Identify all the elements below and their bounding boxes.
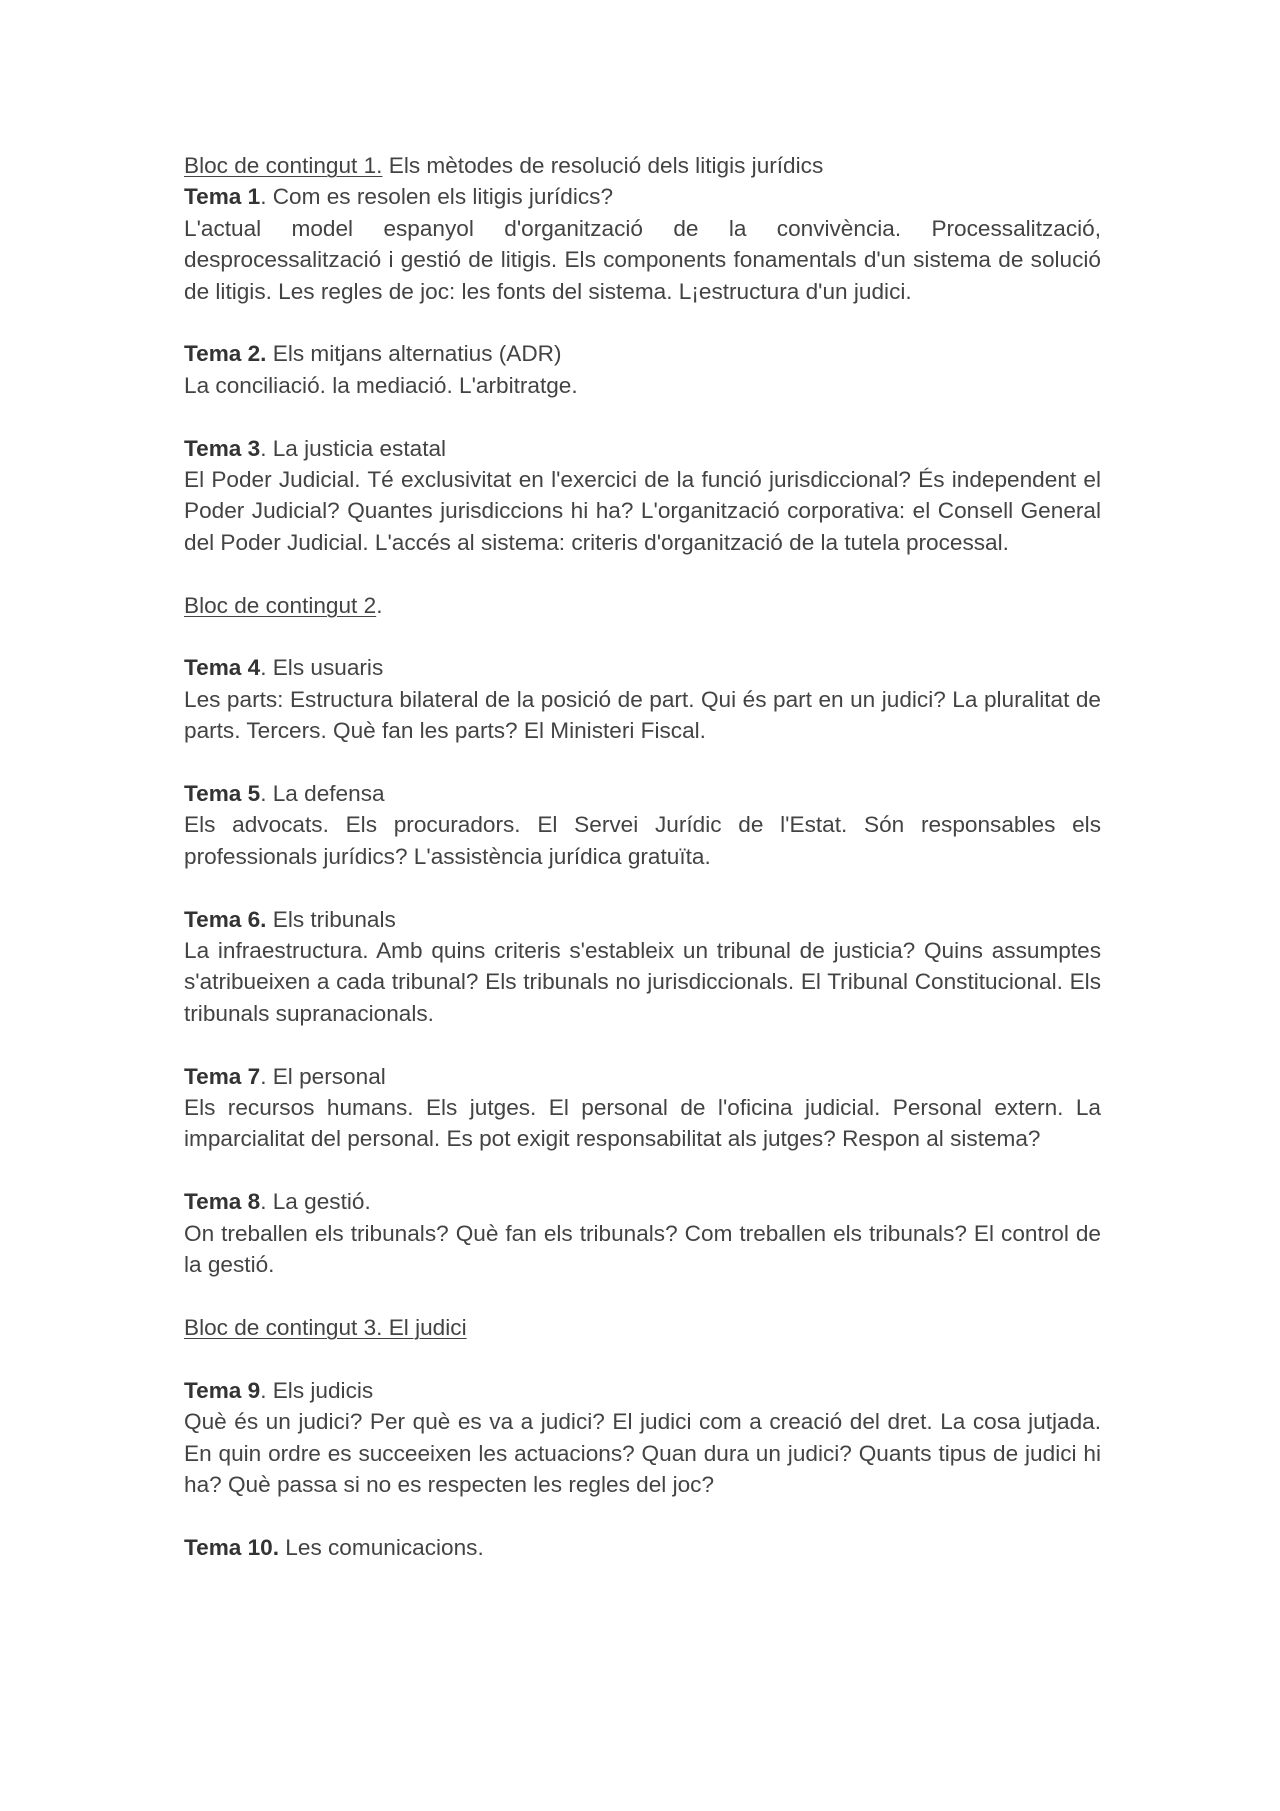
spacer bbox=[184, 1155, 1101, 1186]
tema-5-body: Els advocats. Els procuradors. El Servei Jurídic de l'Estat. Són responsables els professionals jurídics? L'assistència jurídica gratuïta. bbox=[184, 812, 1101, 869]
tema-3-label: Tema 3 bbox=[184, 435, 261, 461]
spacer bbox=[184, 621, 1101, 652]
bloc-heading-2-text: . bbox=[376, 592, 383, 618]
tema-7-heading bbox=[184, 1061, 1101, 1092]
document-page bbox=[184, 150, 1101, 1563]
tema-8-heading bbox=[184, 1186, 1101, 1217]
spacer bbox=[184, 401, 1101, 432]
tema-6-body: La infraestructura. Amb quins criteris s'estableix un tribunal de justicia? Quins assumptes s'atribueixen a cada tribunal? Els tribunals no jurisdiccionals. El Tribunal Constitucional. Els tribunals supranacionals. bbox=[184, 938, 1101, 1026]
tema-3-body: El Poder Judicial. Té exclusivitat en l'exercici de la funció jurisdiccional? És independent el Poder Judicial? Quantes jurisdiccions hi ha? L'organització corporativa: el Consell General del Poder Judicial. L'accés al sistema: criteris d'organització de la tutela processal. bbox=[184, 467, 1101, 555]
tema-7-title: . El personal bbox=[260, 1063, 386, 1089]
tema-9-body: Què és un judici? Per què es va a judici? El judici com a creació del dret. La cosa jutjada. En quin ordre es succeeixen les actuacions? Quan dura un judici? Quants tipus de judici hi ha? Què passa si no es respecten les regles del joc? bbox=[184, 1409, 1101, 1497]
spacer bbox=[184, 1500, 1101, 1531]
tema-8-body: On treballen els tribunals? Què fan els tribunals? Com treballen els tribunals? El control de la gestió. bbox=[184, 1220, 1101, 1278]
bloc-heading-2 bbox=[184, 590, 1101, 621]
tema-10-heading bbox=[184, 1532, 1101, 1563]
bloc-link-2[interactable]: Bloc de contingut 2 bbox=[184, 592, 377, 618]
tema-1-heading bbox=[184, 181, 1101, 212]
spacer bbox=[184, 558, 1101, 589]
tema-5-heading bbox=[184, 778, 1101, 809]
tema-1-body: L'actual model espanyol d'organització de la convivència. Processalització, desprocessalització i gestió de litigis. Els components fonamentals d'un sistema de solució de litigis. Les regles de joc: les fonts del sistema. L¡estructura d'un judici. bbox=[184, 215, 1101, 304]
tema-4-label: Tema 4 bbox=[184, 655, 261, 681]
tema-6-title: Els tribunals bbox=[266, 906, 396, 932]
bloc-link-3[interactable]: Bloc de contingut 3. El judici bbox=[184, 1314, 467, 1340]
tema-3-heading bbox=[184, 433, 1101, 464]
spacer bbox=[184, 747, 1101, 778]
bloc-heading-3 bbox=[184, 1312, 1101, 1343]
tema-7-label: Tema 7 bbox=[184, 1063, 261, 1089]
tema-4-title: . Els usuaris bbox=[260, 655, 384, 681]
bloc-heading-1 bbox=[184, 150, 1101, 181]
spacer bbox=[184, 1281, 1101, 1312]
tema-8-label: Tema 8 bbox=[184, 1189, 261, 1215]
tema-9-heading bbox=[184, 1375, 1101, 1406]
tema-5-title: . La defensa bbox=[260, 781, 385, 807]
tema-2-body: La conciliació. la mediació. L'arbitratge. bbox=[184, 372, 578, 398]
tema-10-label: Tema 10. bbox=[184, 1534, 280, 1560]
tema-2-label: Tema 2. bbox=[184, 341, 267, 367]
bloc-heading-1-text: Els mètodes de resolució dels litigis jurídics bbox=[382, 153, 824, 178]
tema-1-title: . Com es resolen els litigis jurídics? bbox=[260, 184, 614, 210]
tema-5-label: Tema 5 bbox=[184, 781, 261, 807]
tema-10-title: Les comunicacions. bbox=[279, 1534, 484, 1560]
spacer bbox=[184, 307, 1101, 338]
spacer bbox=[184, 872, 1101, 903]
spacer bbox=[184, 1343, 1101, 1374]
tema-9-title: . Els judicis bbox=[260, 1377, 374, 1403]
tema-6-heading bbox=[184, 904, 1101, 935]
tema-8-title: . La gestió. bbox=[260, 1189, 371, 1215]
tema-4-heading bbox=[184, 652, 1101, 683]
tema-7-body: Els recursos humans. Els jutges. El personal de l'oficina judicial. Personal extern. La imparcialitat del personal. Es pot exigit responsabilitat als jutges? Respon al sistema? bbox=[184, 1095, 1101, 1152]
spacer bbox=[184, 1029, 1101, 1060]
bloc-link-1[interactable]: Bloc de contingut 1. bbox=[184, 153, 383, 178]
tema-4-body: Les parts: Estructura bilateral de la posició de part. Qui és part en un judici? La pluralitat de parts. Tercers. Què fan les parts? El Ministeri Fiscal. bbox=[184, 686, 1101, 744]
tema-2-heading bbox=[184, 338, 1101, 369]
tema-9-label: Tema 9 bbox=[184, 1377, 261, 1403]
tema-6-label: Tema 6. bbox=[184, 906, 267, 932]
tema-1-label: Tema 1 bbox=[184, 184, 261, 210]
tema-2-title: Els mitjans alternatius (ADR) bbox=[266, 341, 562, 367]
tema-3-title: . La justicia estatal bbox=[260, 435, 447, 461]
